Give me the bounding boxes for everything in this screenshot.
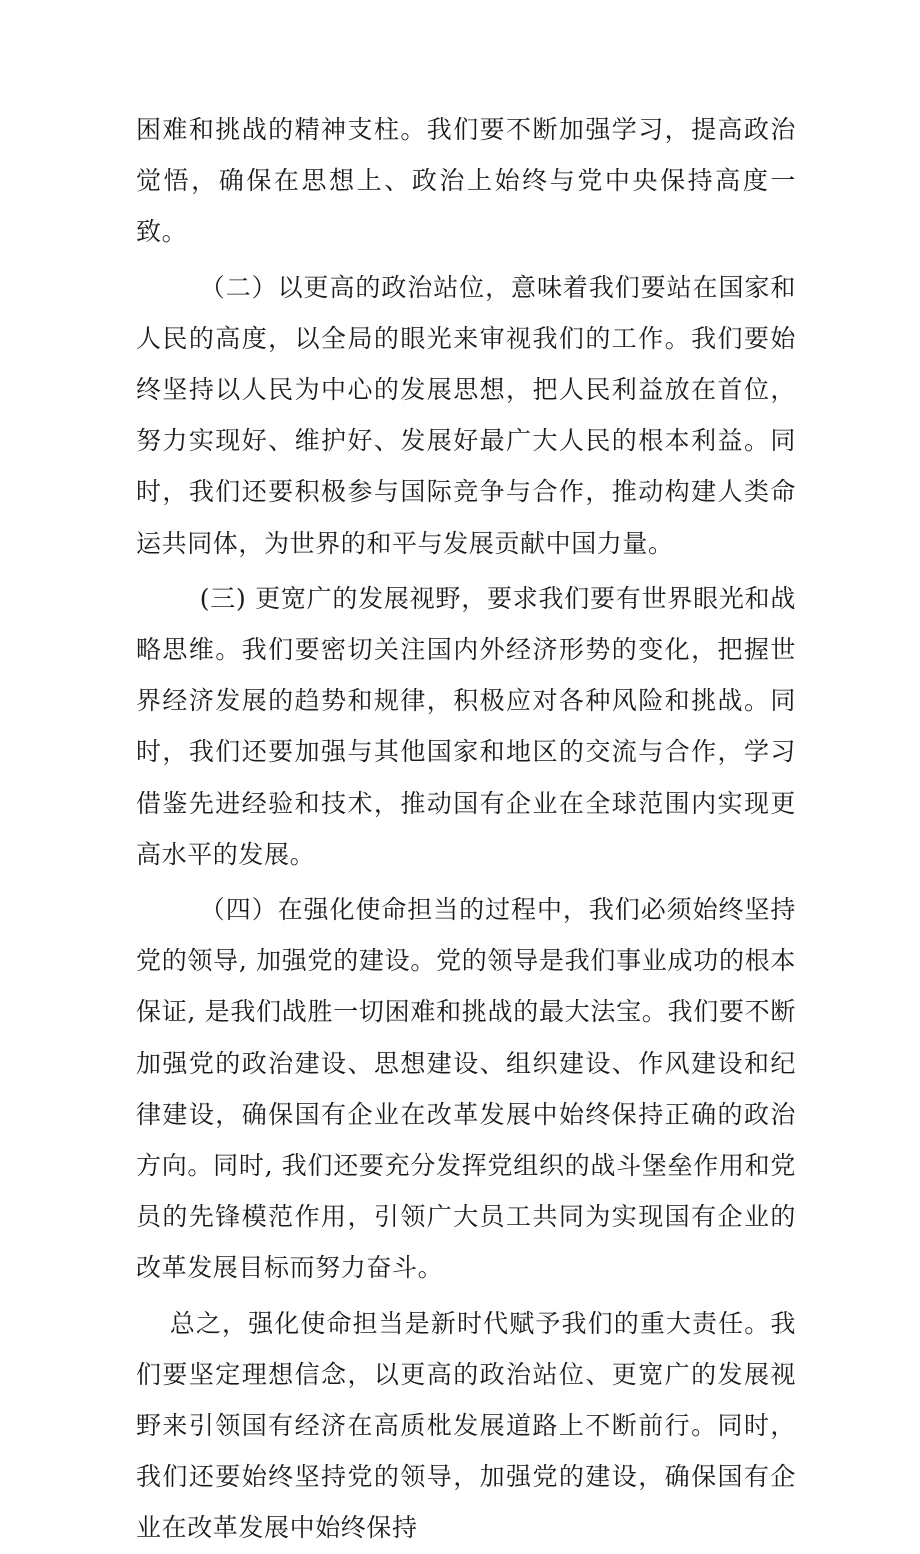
paragraph-section-four: （四）在强化使命担当的过程中，我们必须始终坚持党的领导, 加强党的建设。党的领导是我们事业成功的根本保证, 是我们战胜一切困难和挑战的最大法宝。我们要不断加强党的政治建设、思想建设、组织建设、作风建设和纪律建设，确保国有企业在改革发展中始终保持正确的政治方向。同时, 我们还要充分发挥党组织的战斗堡垒作用和党员的先锋模范作用，引领广大员工共同为实现国有企业的改革发展目标而努力奋斗。 [136,895,796,1283]
paragraph-continuation: 困难和挑战的精神支柱。我们要不断加强学习，提高政治觉悟，确保在思想上、政治上始终与党中央保持高度一致。 [136,115,796,247]
paragraph-section-two: （二）以更高的政治站位，意味着我们要站在国家和人民的高度，以全局的眼光来审视我们的工作。我们要始终坚持以人民为中心的发展思想，把人民利益放在首位，努力实现好、维护好、发展好最广大人民的根本利益。同时，我们还要积极参与国际竞争与合作，推动构建人类命运共同体，为世界的和平与发展贡献中国力量。 [136,272,796,558]
paragraph-conclusion: 总之，强化使命担当是新时代赋予我们的重大责任。我们要坚定理想信念，以更高的政治站位、更宽广的发展视野来引领国有经济在高质枇发展道路上不断前行。同时，我们还要始终坚持党的领导，加强党的建设，确保国有企业在改革发展中始终保持 [136,1308,796,1543]
paragraph-section-three: (三) 更宽广的发展视野，要求我们要有世界眼光和战略思维。我们要密切关注国内外经济形势的变化，把握世界经济发展的趋势和规律，积极应对各种风险和挑战。同时，我们还要加强与其他国家和地区的交流与合作，学习借鉴先进经验和技术，推动国有企业在全球范围内实现更高水平的发展。 [136,583,796,869]
document-body [136,104,796,1554]
